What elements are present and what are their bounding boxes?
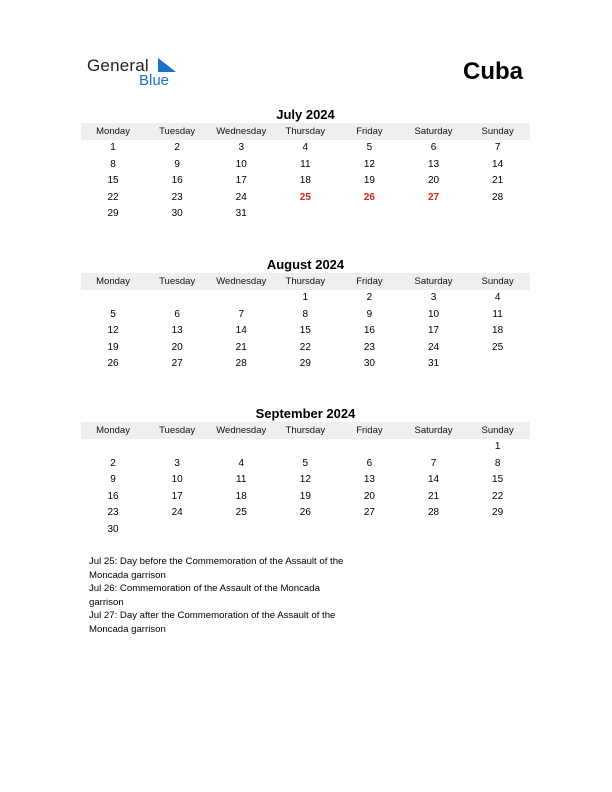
day-cell: 23 xyxy=(171,191,183,203)
day-cell: 28 xyxy=(427,507,440,519)
day-cell: 29 xyxy=(299,358,311,370)
day-cell: 10 xyxy=(427,308,440,320)
holiday-notes xyxy=(89,555,349,637)
day-cell: 7 xyxy=(238,308,245,320)
day-cell: 21 xyxy=(235,341,247,353)
weekday-label: Monday xyxy=(96,425,130,436)
weekday-label: Tuesday xyxy=(159,276,196,287)
day-cell: 8 xyxy=(302,308,309,320)
day-cell: 25 xyxy=(235,507,247,519)
weekday-label: Friday xyxy=(356,425,383,436)
day-cell: 30 xyxy=(363,358,375,370)
day-cell: 23 xyxy=(363,341,375,353)
day-cell: 7 xyxy=(494,142,501,153)
day-cell: 16 xyxy=(363,325,375,337)
day-cell: 25 xyxy=(299,191,311,203)
day-cell: 28 xyxy=(235,358,247,370)
day-cell: 2 xyxy=(110,457,116,469)
day-cell: 12 xyxy=(107,325,119,337)
day-cell: 4 xyxy=(238,457,245,469)
day-cell: 6 xyxy=(430,142,437,153)
weekday-label: Friday xyxy=(356,126,383,137)
day-cell: 21 xyxy=(427,490,440,502)
day-cell xyxy=(145,522,209,539)
day-cell: 2 xyxy=(174,142,180,153)
day-cell: 5 xyxy=(366,142,373,153)
day-cell xyxy=(273,439,337,456)
holiday-note: Jul 25: Day before the Commemoration of the Assault of the Moncada garrison xyxy=(89,556,344,581)
day-cell: 6 xyxy=(366,457,373,469)
day-cell: 10 xyxy=(171,474,183,486)
day-cell: 15 xyxy=(492,474,504,486)
day-cell: 7 xyxy=(430,457,437,469)
day-cell: 18 xyxy=(299,175,311,187)
weekday-label: Wednesday xyxy=(216,276,267,287)
day-cell: 3 xyxy=(430,292,437,303)
day-cell: 31 xyxy=(235,208,247,220)
weekday-label: Saturday xyxy=(414,276,453,287)
day-cell: 17 xyxy=(427,325,440,337)
day-cell xyxy=(273,522,337,539)
day-cell: 23 xyxy=(107,507,119,519)
day-cell: 17 xyxy=(171,490,183,502)
day-cell: 19 xyxy=(363,175,375,187)
weekday-header xyxy=(81,422,530,439)
weekday-label: Monday xyxy=(96,126,130,137)
day-cell: 14 xyxy=(492,158,504,170)
country-title: Cuba xyxy=(463,58,523,85)
weekday-label: Tuesday xyxy=(159,425,196,436)
day-cell: 14 xyxy=(427,474,440,486)
day-cell xyxy=(466,522,530,539)
day-cell: 12 xyxy=(363,158,375,170)
day-cell: 18 xyxy=(235,490,247,502)
day-cell: 26 xyxy=(107,358,119,370)
day-cell xyxy=(145,439,209,456)
weekday-label: Sunday xyxy=(481,276,514,287)
day-cell: 1 xyxy=(494,441,501,452)
day-cell: 13 xyxy=(171,325,183,337)
day-cell: 14 xyxy=(235,325,247,337)
weekday-label: Tuesday xyxy=(159,126,196,137)
day-cell: 19 xyxy=(107,341,119,353)
day-cell: 18 xyxy=(492,325,504,337)
day-cell: 30 xyxy=(107,523,119,535)
day-cell: 11 xyxy=(492,308,503,320)
day-grid xyxy=(81,140,530,223)
day-cell: 29 xyxy=(492,507,504,519)
day-cell: 12 xyxy=(299,474,311,486)
day-cell: 8 xyxy=(494,457,501,469)
weekday-label: Wednesday xyxy=(216,126,267,137)
day-cell: 30 xyxy=(171,208,183,220)
day-cell: 5 xyxy=(110,308,116,320)
day-cell: 27 xyxy=(171,358,183,370)
day-cell: 20 xyxy=(171,341,183,353)
day-cell xyxy=(145,290,209,307)
day-cell: 21 xyxy=(492,175,504,187)
day-cell: 24 xyxy=(171,507,183,519)
weekday-label: Saturday xyxy=(414,425,453,436)
day-cell: 1 xyxy=(302,292,309,303)
day-cell xyxy=(273,206,337,223)
weekday-label: Thursday xyxy=(285,126,326,137)
day-cell: 31 xyxy=(427,358,440,370)
month-title: September 2024 xyxy=(255,406,356,421)
day-cell xyxy=(401,439,465,456)
day-cell: 15 xyxy=(107,175,119,187)
day-cell xyxy=(209,522,273,539)
day-cell: 22 xyxy=(107,191,119,203)
day-cell xyxy=(337,522,401,539)
day-cell: 2 xyxy=(366,292,373,303)
weekday-label: Friday xyxy=(356,276,383,287)
day-cell: 13 xyxy=(363,474,375,486)
holiday-note: Jul 27: Day after the Commemoration of the Assault of the Moncada garrison xyxy=(89,610,336,635)
day-cell: 27 xyxy=(363,507,375,519)
day-grid xyxy=(81,290,530,373)
weekday-label: Saturday xyxy=(414,126,453,137)
weekday-label: Sunday xyxy=(481,126,514,137)
weekday-label: Monday xyxy=(96,276,130,287)
weekday-label: Thursday xyxy=(285,276,326,287)
day-cell: 17 xyxy=(235,175,247,187)
logo xyxy=(87,56,187,92)
month-title: July 2024 xyxy=(276,107,335,122)
weekday-label: Thursday xyxy=(285,425,326,436)
day-cell: 8 xyxy=(110,158,116,170)
day-cell xyxy=(209,290,273,307)
day-cell xyxy=(466,356,530,373)
day-cell: 16 xyxy=(171,175,183,187)
month-calendar xyxy=(81,405,530,539)
day-cell: 9 xyxy=(174,158,180,170)
holiday-note: Jul 26: Commemoration of the Assault of the Moncada garrison xyxy=(89,583,320,608)
weekday-label: Wednesday xyxy=(216,425,267,436)
weekday-header xyxy=(81,273,530,290)
day-cell: 27 xyxy=(427,191,440,203)
day-cell xyxy=(401,522,465,539)
day-cell xyxy=(401,206,465,223)
month-title: August 2024 xyxy=(266,257,345,272)
day-cell: 11 xyxy=(236,474,247,486)
month-calendar xyxy=(81,106,530,223)
day-cell: 10 xyxy=(235,158,247,170)
day-grid xyxy=(81,439,530,539)
day-cell: 19 xyxy=(299,490,311,502)
logo-word-general: General xyxy=(87,56,149,75)
day-cell: 4 xyxy=(302,142,309,153)
day-cell: 5 xyxy=(302,457,309,469)
day-cell: 9 xyxy=(366,308,373,320)
day-cell: 4 xyxy=(494,292,501,303)
day-cell: 28 xyxy=(492,191,504,203)
day-cell: 24 xyxy=(427,341,440,353)
day-cell xyxy=(81,439,145,456)
day-cell xyxy=(337,439,401,456)
day-cell: 24 xyxy=(235,191,247,203)
day-cell: 29 xyxy=(107,208,119,220)
day-cell: 13 xyxy=(427,158,440,170)
day-cell: 1 xyxy=(110,142,116,153)
day-cell: 25 xyxy=(492,341,504,353)
day-cell: 9 xyxy=(110,474,116,486)
day-cell xyxy=(81,290,145,307)
day-cell: 22 xyxy=(492,490,504,502)
day-cell: 20 xyxy=(363,490,375,502)
day-cell xyxy=(337,206,401,223)
weekday-label: Sunday xyxy=(481,425,514,436)
logo-word-blue: Blue xyxy=(139,72,170,89)
day-cell: 3 xyxy=(174,457,180,469)
day-cell xyxy=(466,206,530,223)
day-cell: 26 xyxy=(363,191,375,203)
day-cell: 15 xyxy=(299,325,311,337)
day-cell: 26 xyxy=(299,507,311,519)
day-cell: 6 xyxy=(174,308,180,320)
day-cell: 20 xyxy=(427,175,440,187)
day-cell: 11 xyxy=(300,158,311,170)
day-cell: 3 xyxy=(238,142,245,153)
day-cell xyxy=(209,439,273,456)
month-calendar xyxy=(81,256,530,373)
day-cell: 16 xyxy=(107,490,119,502)
day-cell: 22 xyxy=(299,341,311,353)
weekday-header xyxy=(81,123,530,140)
